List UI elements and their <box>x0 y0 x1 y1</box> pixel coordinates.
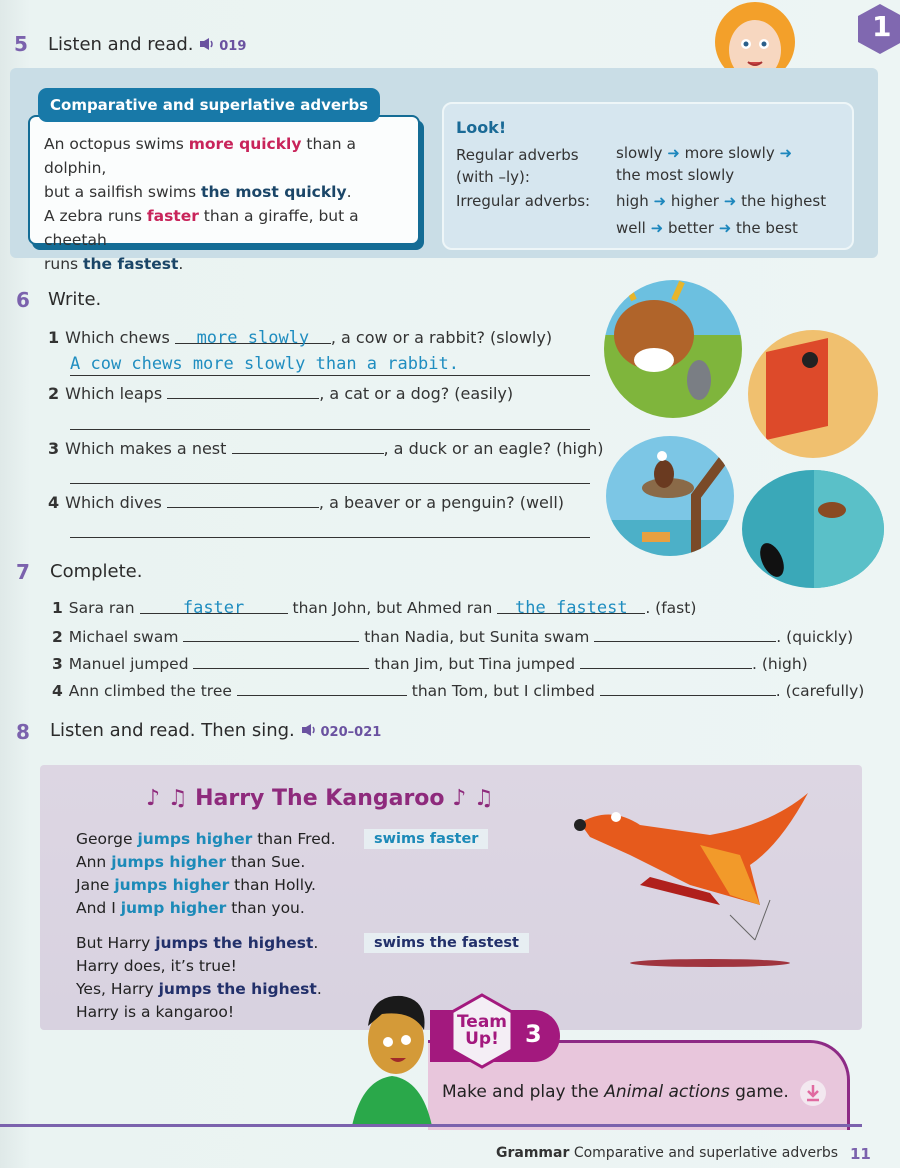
exercise-6-title: Write. <box>48 289 102 310</box>
complete-blank-2b[interactable] <box>594 626 776 642</box>
team-up-instruction: Make and play the Animal actions game. <box>442 1082 789 1102</box>
arrow-icon: ➜ <box>723 192 737 210</box>
exercise-number-8: 8 <box>16 720 30 744</box>
team-up-number: 3 <box>525 1020 542 1048</box>
exercise-5-instruction: Listen and read. <box>48 34 194 55</box>
song-line: Harry is a kangaroo! <box>76 1003 235 1021</box>
exercise-number-7: 7 <box>16 560 30 584</box>
irregular-adverbs-label: Irregular adverbs: <box>456 192 591 210</box>
exercise-8-title <box>50 720 381 741</box>
song-title <box>146 786 494 811</box>
song-title-text: Harry The Kangaroo <box>195 786 445 811</box>
brick-wall-icon <box>748 330 878 458</box>
exercise-5-title <box>48 34 246 55</box>
download-button[interactable] <box>800 1080 826 1106</box>
exercise-number-6: 6 <box>16 288 30 312</box>
arrow-icon: ➜ <box>779 144 793 162</box>
song-line: Harry does, it’s true! <box>76 957 237 975</box>
exercise-8-instruction: Listen and read. Then sing. <box>50 720 295 741</box>
exercise-7-title: Complete. <box>50 561 143 582</box>
swap-phrase-comparative: swims faster <box>364 829 488 849</box>
arrow-icon: ➜ <box>653 192 667 210</box>
look-title: Look! <box>456 118 507 137</box>
complete-blank-2a[interactable] <box>183 626 359 642</box>
regular-adverb-forms: slowly ➜ more slowly ➜ <box>616 144 793 162</box>
grammar-rule-title: Comparative and superlative adverbs <box>38 88 380 122</box>
write-question-4: 4 Which dives , a beaver or a penguin? (well) <box>48 493 564 512</box>
unit-number: 1 <box>872 10 892 43</box>
kangaroo-illustration-icon <box>570 785 820 975</box>
audio-track-number: 020–021 <box>320 725 382 740</box>
regular-adverbs-sublabel: (with –ly): <box>456 168 530 186</box>
complete-blank-4a[interactable] <box>237 680 407 696</box>
footer-section: Grammar <box>496 1145 570 1161</box>
answer-blank-3[interactable] <box>232 438 384 454</box>
song-line: Ann jumps higher than Sue. <box>76 853 306 871</box>
regular-adverbs-label: Regular adverbs <box>456 146 579 164</box>
irregular-adverb-forms-well: well ➜ better ➜ the best <box>616 219 798 237</box>
complete-blank-1a[interactable]: faster <box>140 598 288 614</box>
complete-item-2: 2 Michael swam than Nadia, but Sunita swam . (quickly) <box>52 628 854 646</box>
write-question-3: 3 Which makes a nest , a duck or an eagle? (high) <box>48 439 604 458</box>
eagle-nest-icon <box>606 436 734 556</box>
download-icon <box>800 1080 826 1106</box>
music-notes-icon: ♪ ♫ <box>146 786 188 811</box>
cat-dog-wall-illustration <box>748 330 878 458</box>
write-question-1: 1 Which chews more slowly , a cow or a rabbit? (slowly) <box>48 328 553 348</box>
cow-rabbit-illustration <box>604 280 742 418</box>
team-up-label: Team Up! <box>456 1012 508 1049</box>
arrow-icon: ➜ <box>650 219 664 237</box>
complete-item-4: 4 Ann climbed the tree than Tom, but I climbed . (carefully) <box>52 682 865 700</box>
speaker-icon <box>199 37 215 51</box>
complete-item-3: 3 Manuel jumped than Jim, but Tina jumped . (high) <box>52 655 808 673</box>
grammar-rule-text: An octopus swims more quickly than a dolphin, but a sailfish swims the most quickly. A zebra runs faster than a giraffe, but a cheetah runs the fastest. <box>44 135 359 273</box>
regular-superlative: the most slowly <box>616 166 735 184</box>
song-line: Yes, Harry jumps the highest. <box>76 980 322 998</box>
answer-sentence-line-4[interactable] <box>70 518 590 538</box>
music-notes-icon: ♪ ♫ <box>452 786 494 811</box>
swap-phrase-superlative: swims the fastest <box>364 933 529 953</box>
song-line: But Harry jumps the highest. <box>76 934 319 952</box>
write-question-2: 2 Which leaps , a cat or a dog? (easily) <box>48 384 514 403</box>
boy-character-icon <box>352 990 432 1126</box>
penguin-beaver-illustration <box>742 470 884 588</box>
complete-item-1: 1 Sara ran faster than John, but Ahmed ran the fastest . (fast) <box>52 598 697 618</box>
complete-blank-1b[interactable]: the fastest <box>497 598 645 614</box>
arrow-icon: ➜ <box>667 144 680 162</box>
audio-track-020-021[interactable] <box>301 720 382 741</box>
arrow-icon: ➜ <box>718 219 732 237</box>
penguin-icon <box>742 470 884 588</box>
song-line: George jumps higher than Fred. <box>76 830 336 848</box>
page-footer <box>496 1145 838 1161</box>
answer-blank-1[interactable]: more slowly <box>175 328 331 344</box>
cow-icon <box>604 280 742 418</box>
audio-track-019[interactable] <box>199 34 246 55</box>
answer-sentence-line-1[interactable]: A cow chews more slowly than a rabbit. <box>70 354 590 376</box>
footer-topic: Comparative and superlative adverbs <box>573 1145 839 1161</box>
song-line: And I jump higher than you. <box>76 899 305 917</box>
complete-blank-4b[interactable] <box>600 680 776 696</box>
answer-sentence-line-3[interactable] <box>70 464 590 484</box>
speaker-icon <box>301 723 317 737</box>
answer-sentence-line-2[interactable] <box>70 410 590 430</box>
song-line: Jane jumps higher than Holly. <box>76 876 316 894</box>
complete-blank-3b[interactable] <box>580 653 752 669</box>
page-number: 11 <box>850 1145 871 1163</box>
irregular-adverb-forms-high: high ➜ higher ➜ the highest <box>616 192 827 210</box>
eagle-duck-illustration <box>606 436 734 556</box>
audio-track-number: 019 <box>219 39 247 54</box>
exercise-number-5: 5 <box>14 32 28 56</box>
answer-blank-4[interactable] <box>167 492 319 508</box>
complete-blank-3a[interactable] <box>193 653 369 669</box>
answer-blank-2[interactable] <box>167 383 319 399</box>
footer-divider <box>0 1124 862 1127</box>
